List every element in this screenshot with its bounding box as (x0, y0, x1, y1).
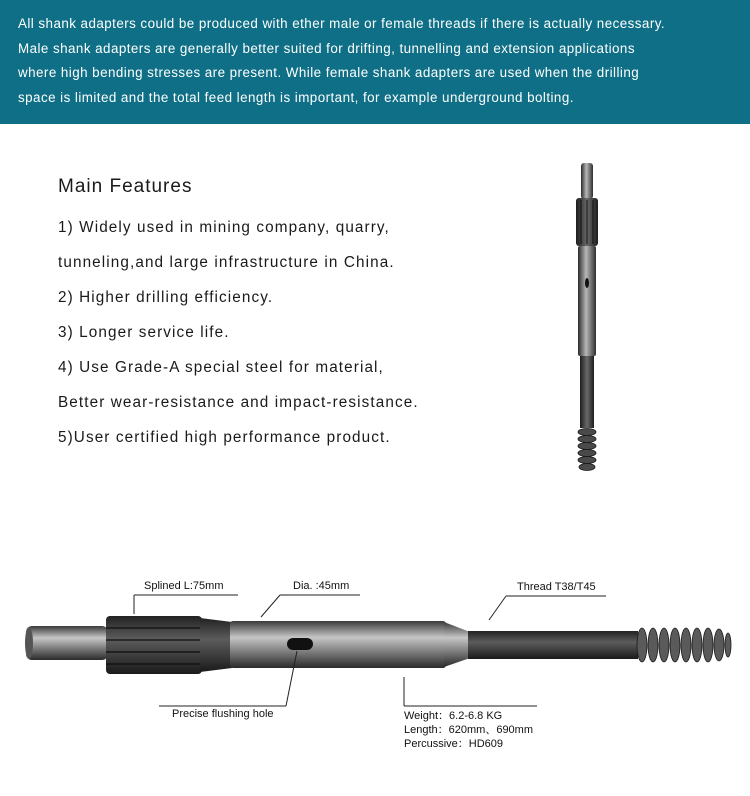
shank-adapter-vertical-image (576, 163, 598, 471)
main-features-title: Main Features (58, 176, 193, 197)
percussive-spec: Percussive：HD609 (404, 738, 504, 750)
splined-length-label: Splined L:75mm (144, 580, 224, 592)
thread-label: Thread T38/T45 (517, 581, 596, 593)
feature-line: 2) Higher drilling efficiency. (58, 289, 274, 306)
diameter-label: Dia. :45mm (293, 580, 350, 592)
feature-line: 1) Widely used in mining company, quarry, (58, 219, 390, 236)
feature-line: 5)User certified high performance product. (58, 429, 391, 446)
banner-line: space is limited and the total feed length is important, for example underground bolting. (18, 89, 574, 105)
shank-adapter-horizontal-image (25, 616, 731, 674)
feature-line: 4) Use Grade-A special steel for material, (58, 359, 384, 376)
length-spec: Length：620mm、690mm (404, 724, 534, 736)
feature-line: Better wear-resistance and impact-resistance. (58, 394, 419, 411)
spec-block (404, 709, 533, 751)
feature-line: tunneling,and large infrastructure in China. (58, 254, 395, 271)
banner-line: All shank adapters could be produced with ether male or female threads if there is actually necessary. (18, 16, 666, 31)
banner-line: where high bending stresses are present. While female shank adapters are used when the drilling (18, 65, 640, 80)
banner-line: Male shank adapters are generally better suited for drifting, tunnelling and extension applications (18, 40, 635, 56)
weight-spec: Weight：6.2-6.8 KG (404, 710, 503, 722)
feature-line: 3) Longer service life. (58, 324, 230, 341)
flushing-hole-label: Precise flushing hole (172, 708, 274, 720)
